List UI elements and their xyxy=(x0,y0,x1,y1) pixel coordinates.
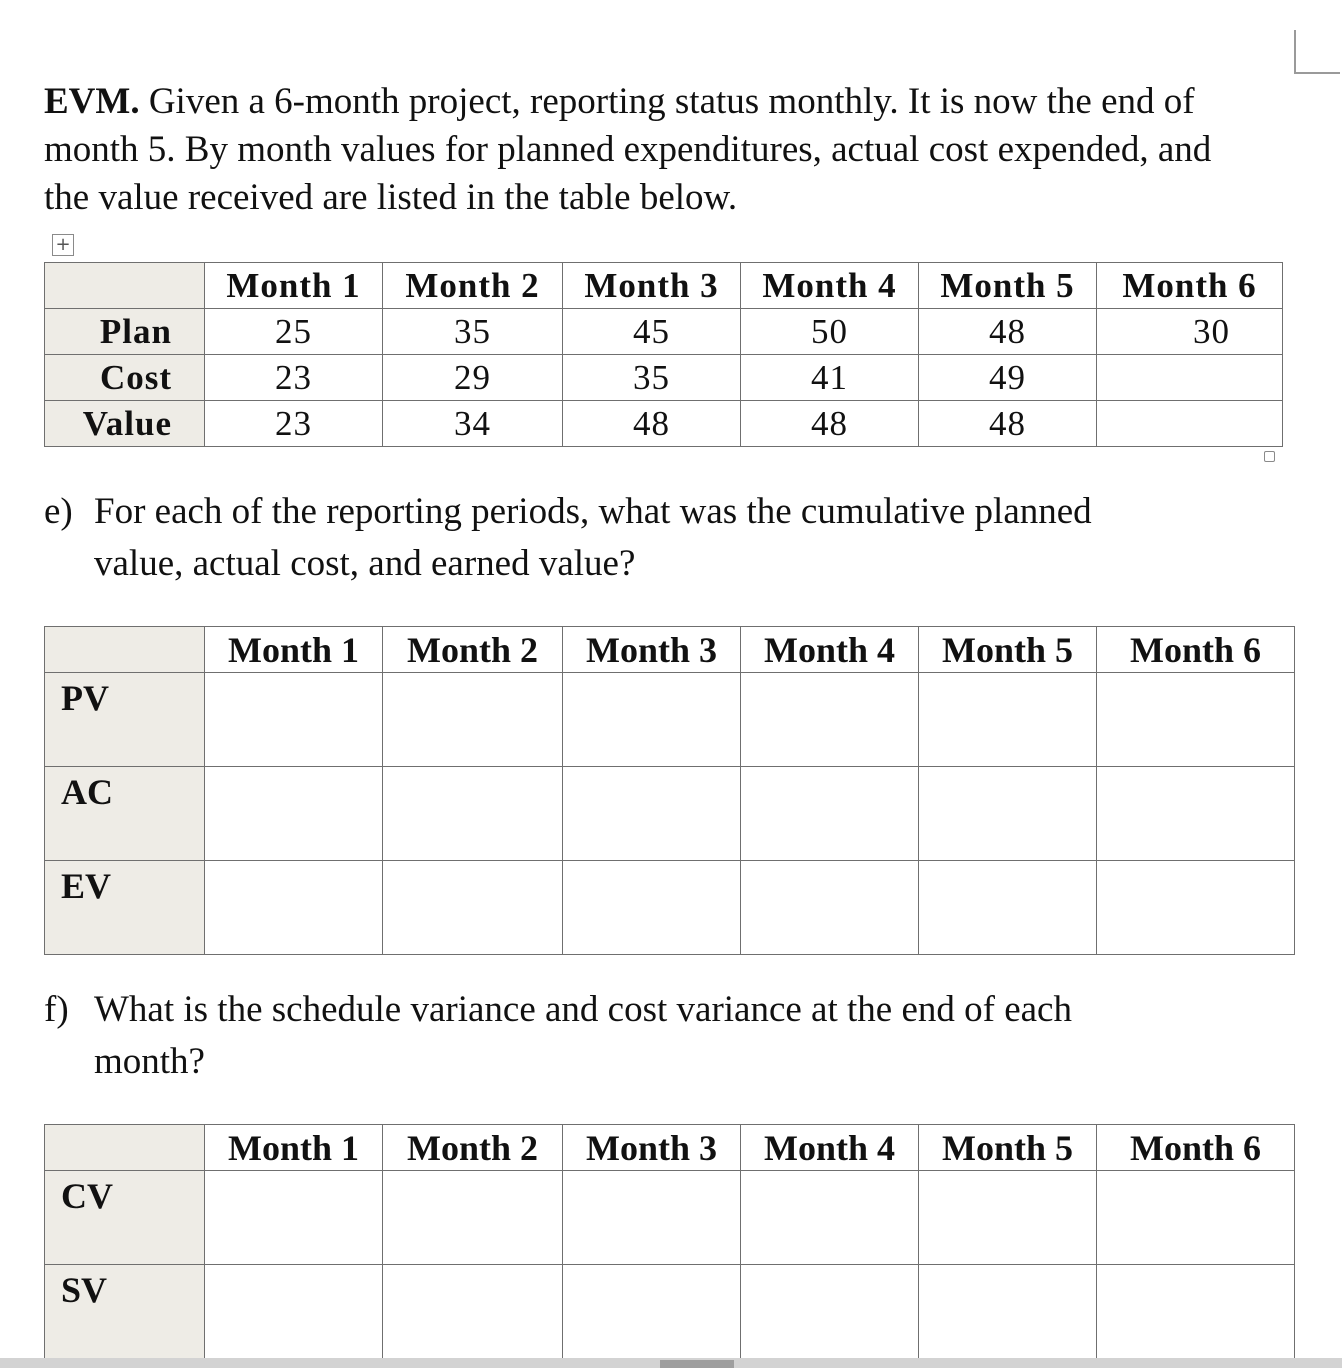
data-cell[interactable]: 41 xyxy=(741,355,919,401)
answer-cell[interactable] xyxy=(205,1171,383,1265)
data-cell[interactable]: 23 xyxy=(205,401,383,447)
variance-header-month-2: Month 2 xyxy=(383,1125,563,1171)
data-row-cost xyxy=(45,355,1283,401)
resize-handle-icon[interactable] xyxy=(1264,451,1275,462)
question-f xyxy=(44,984,1144,1088)
answer-cell[interactable] xyxy=(205,767,383,861)
move-icon[interactable]: + xyxy=(52,234,74,256)
intro-paragraph xyxy=(44,78,1244,222)
page-corner-mark xyxy=(1294,30,1340,74)
data-cell[interactable]: 35 xyxy=(383,309,563,355)
data-cell[interactable]: 35 xyxy=(563,355,741,401)
data-header-month-1: Month 1 xyxy=(205,263,383,309)
cumulative-header-month-3: Month 3 xyxy=(563,627,741,673)
answer-cell[interactable] xyxy=(741,861,919,955)
question-f-text: What is the schedule variance and cost variance at the end of each month? xyxy=(94,989,1072,1082)
cumulative-row-pv xyxy=(45,673,1295,767)
variance-header-month-5: Month 5 xyxy=(919,1125,1097,1171)
answer-cell[interactable] xyxy=(741,1171,919,1265)
data-cell[interactable]: 48 xyxy=(741,401,919,447)
answer-cell[interactable] xyxy=(205,861,383,955)
cumulative-corner-cell xyxy=(45,627,205,673)
cumulative-header-month-4: Month 4 xyxy=(741,627,919,673)
cumulative-row-label: AC xyxy=(45,767,205,861)
data-table-corner-cell xyxy=(45,263,205,309)
question-e-letter: e) xyxy=(44,491,73,532)
question-f-letter: f) xyxy=(44,989,69,1030)
cumulative-header-row xyxy=(45,627,1295,673)
data-row-plan xyxy=(45,309,1283,355)
data-row-label: Value xyxy=(45,401,205,447)
answer-cell[interactable] xyxy=(1097,673,1295,767)
cumulative-header-month-6: Month 6 xyxy=(1097,627,1295,673)
data-cell[interactable]: 45 xyxy=(563,309,741,355)
answer-cell[interactable] xyxy=(205,1265,383,1359)
data-cell[interactable]: 34 xyxy=(383,401,563,447)
variance-corner-cell xyxy=(45,1125,205,1171)
answer-cell[interactable] xyxy=(383,673,563,767)
answer-cell[interactable] xyxy=(1097,861,1295,955)
data-table-header-row xyxy=(45,263,1283,309)
answer-cell[interactable] xyxy=(383,1171,563,1265)
variance-row-label: SV xyxy=(45,1265,205,1359)
intro-text: Given a 6-month project, reporting status monthly. It is now the end of month 5. By month values for planned expenditures, actual cost expended, and the value received are listed in the table below. xyxy=(44,81,1212,218)
answer-cell[interactable] xyxy=(383,767,563,861)
data-cell[interactable]: 23 xyxy=(205,355,383,401)
answer-cell[interactable] xyxy=(383,1265,563,1359)
data-cell[interactable]: 49 xyxy=(919,355,1097,401)
data-cell[interactable]: 25 xyxy=(205,309,383,355)
data-row-label: Plan xyxy=(45,309,205,355)
answer-cell[interactable] xyxy=(383,861,563,955)
variance-row-cv xyxy=(45,1171,1295,1265)
answer-cell[interactable] xyxy=(919,673,1097,767)
cumulative-header-month-2: Month 2 xyxy=(383,627,563,673)
data-header-month-2: Month 2 xyxy=(383,263,563,309)
answer-cell[interactable] xyxy=(563,1265,741,1359)
variance-row-sv xyxy=(45,1265,1295,1359)
scrollbar-thumb[interactable] xyxy=(660,1360,734,1368)
cumulative-row-label: PV xyxy=(45,673,205,767)
cumulative-row-ac xyxy=(45,767,1295,861)
answer-cell[interactable] xyxy=(741,767,919,861)
answer-cell[interactable] xyxy=(919,1265,1097,1359)
data-header-month-5: Month 5 xyxy=(919,263,1097,309)
data-cell[interactable]: 29 xyxy=(383,355,563,401)
cumulative-row-label: EV xyxy=(45,861,205,955)
answer-cell[interactable] xyxy=(563,861,741,955)
cumulative-header-month-5: Month 5 xyxy=(919,627,1097,673)
answer-cell[interactable] xyxy=(741,1265,919,1359)
data-header-month-3: Month 3 xyxy=(563,263,741,309)
answer-cell[interactable] xyxy=(563,673,741,767)
data-row-label: Cost xyxy=(45,355,205,401)
answer-cell[interactable] xyxy=(1097,1171,1295,1265)
data-header-month-4: Month 4 xyxy=(741,263,919,309)
data-cell[interactable] xyxy=(1097,401,1283,447)
variance-header-month-4: Month 4 xyxy=(741,1125,919,1171)
answer-cell[interactable] xyxy=(1097,767,1295,861)
data-table xyxy=(44,262,1283,447)
data-cell[interactable]: 30 xyxy=(1097,309,1283,355)
variance-row-label: CV xyxy=(45,1171,205,1265)
cumulative-row-ev xyxy=(45,861,1295,955)
question-e xyxy=(44,486,1144,590)
data-row-value xyxy=(45,401,1283,447)
answer-cell[interactable] xyxy=(563,767,741,861)
cumulative-header-month-1: Month 1 xyxy=(205,627,383,673)
answer-cell[interactable] xyxy=(1097,1265,1295,1359)
data-cell[interactable]: 50 xyxy=(741,309,919,355)
question-e-text: For each of the reporting periods, what was the cumulative planned value, actual cost, and earned value? xyxy=(94,491,1092,584)
data-header-month-6: Month 6 xyxy=(1097,263,1283,309)
variance-header-row xyxy=(45,1125,1295,1171)
variance-header-month-6: Month 6 xyxy=(1097,1125,1295,1171)
answer-cell[interactable] xyxy=(919,1171,1097,1265)
variance-header-month-3: Month 3 xyxy=(563,1125,741,1171)
data-cell[interactable] xyxy=(1097,355,1283,401)
answer-cell[interactable] xyxy=(919,767,1097,861)
variance-header-month-1: Month 1 xyxy=(205,1125,383,1171)
answer-cell[interactable] xyxy=(919,861,1097,955)
data-cell[interactable]: 48 xyxy=(563,401,741,447)
cumulative-table xyxy=(44,626,1295,955)
variance-table xyxy=(44,1124,1295,1359)
data-cell[interactable]: 48 xyxy=(919,309,1097,355)
answer-cell[interactable] xyxy=(205,673,383,767)
answer-cell[interactable] xyxy=(563,1171,741,1265)
answer-cell[interactable] xyxy=(741,673,919,767)
intro-bold-lead: EVM. xyxy=(44,81,140,122)
data-cell[interactable]: 48 xyxy=(919,401,1097,447)
